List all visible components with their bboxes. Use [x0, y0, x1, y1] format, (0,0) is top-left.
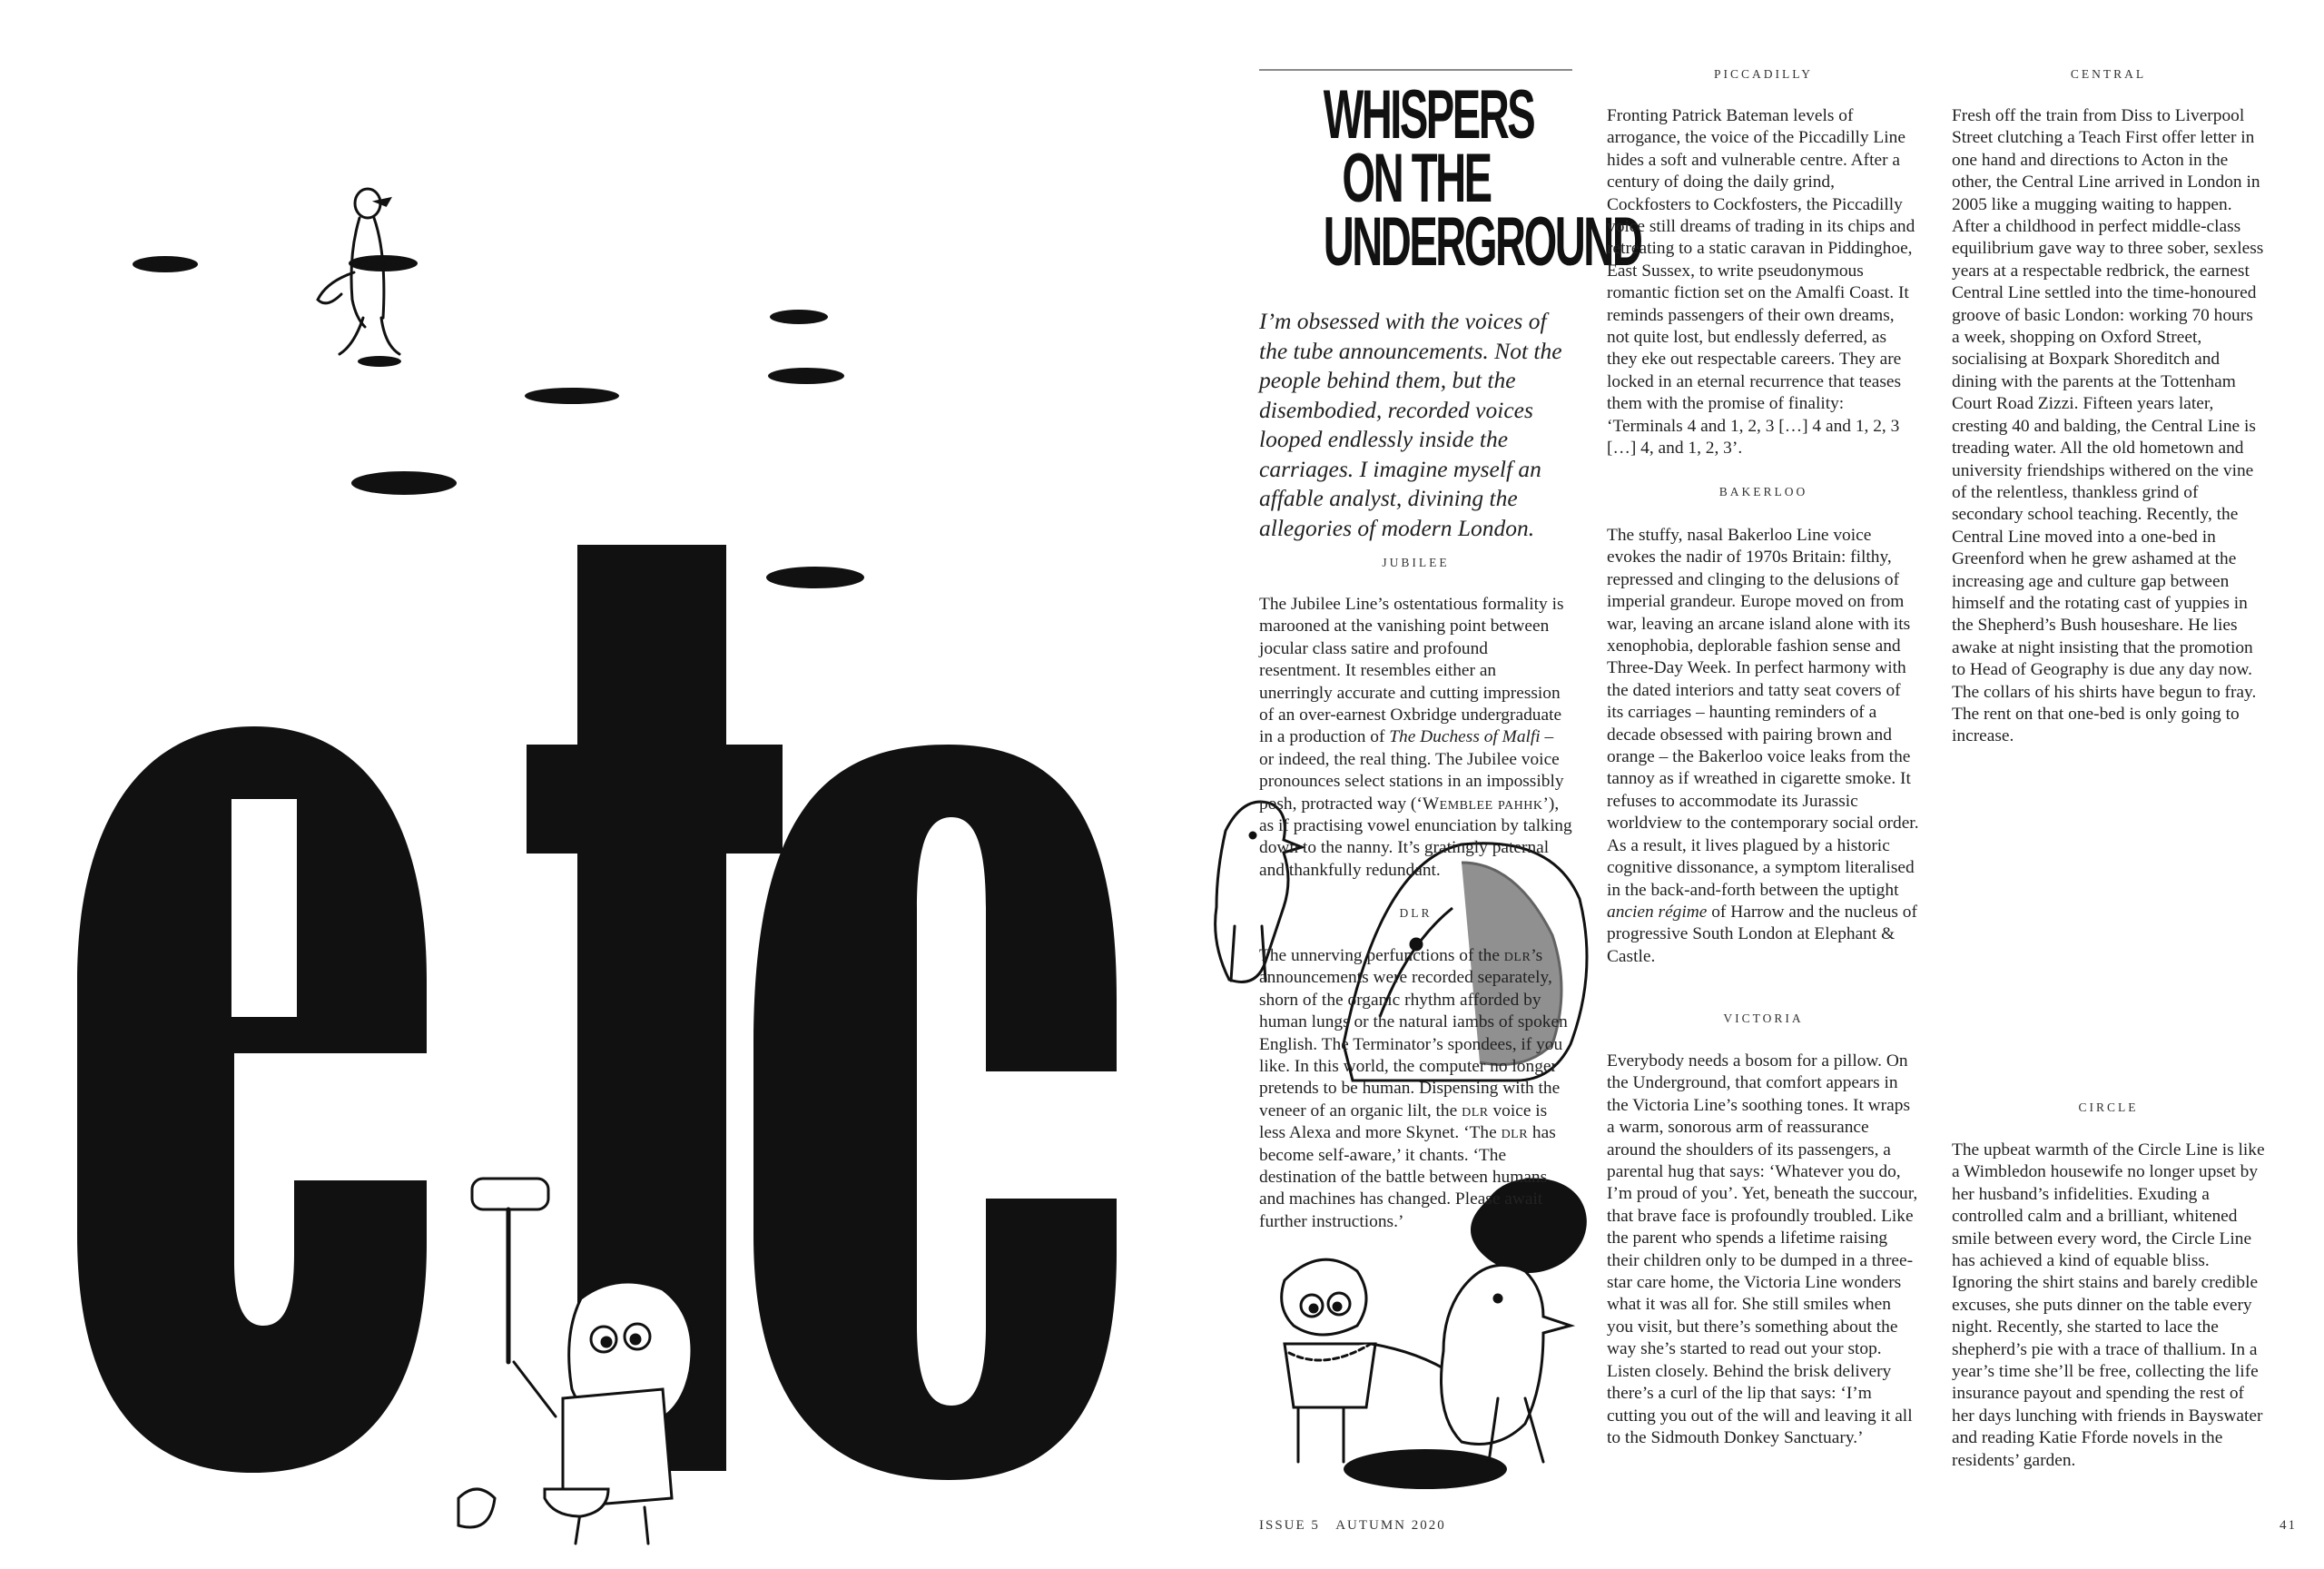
blob	[351, 471, 457, 495]
blob	[133, 256, 198, 272]
boy-figure	[1282, 1259, 1462, 1462]
title-line-3: UNDERGROUND	[1323, 203, 1641, 281]
section-body-central: Fresh off the train from Diss to Liverpool Street clutching a Teach First offer letter in one hand and directions to Acton in the other, the Central Line arrived in London in 2005 like a mugging waiting to happen. After a childhood in perfect middle-class equilibrium gave way to three sober, sexless years at a respectable redbrick, the earnest Central Line settled into the time-honoured groove of basic London: working 70 hours a week, shopping on Oxford Street, socialising at Boxpark Shoreditch and dining with the parents at the Tottenham Court Road Zizzi. Fifteen years later, cresting 40 and balding, the Central Line is treading water. All the old hometown and university friendships withered on the vine of the relentless, thankless grind of secondary school teaching. Recently, the Central Line moved into a one-bed in Greenford when he grew ashamed at the increasing age and culture gap between himself and the rotating cast of yuppies in the Shepherd’s Bush houseshare. He lies awake at night insisting that the promotion to Head of Geography is due any day now. The collars of his shirts have begun to fray. The rent on that one-bed is only going to increase.	[1952, 106, 2264, 746]
walking-figure	[318, 189, 399, 354]
blob	[766, 567, 864, 588]
title-line-1: WHISPERS	[1323, 76, 1534, 153]
blob	[770, 310, 828, 324]
issue-label: ISSUE 5	[1259, 1518, 1320, 1533]
section-body-jubilee: The Jubilee Line’s ostentatious formality is marooned at the vanishing point between jocular class satire and profound resentment. It resembles either an unerringly accurate and cutting impression of an over-earnest Oxbridge undergraduate in a production of The Duchess of Malfi – or indeed, the real thing. The Jubilee voice pronounces select stations in an impossibly posh, protracted way (‘Wemblee pahhk’), as if practising vowel enunciation by talking down to the nanny. It’s gratingly paternal and thankfully redundant.	[1259, 595, 1572, 880]
section-heading-central: CENTRAL	[2070, 67, 2147, 81]
blob	[525, 388, 619, 404]
section-heading-circle: CIRCLE	[2078, 1100, 2139, 1114]
article-intro: I’m obsessed with the voices of the tube announcements. Not the people behind them, but the disembodied, recorded voices looped endlessly inside the carriages. I imagine myself an affable analyst, divining the allegories of modern London.	[1259, 308, 1562, 541]
section-body-circle: The upbeat warmth of the Circle Line is like a Wimbledon housewife no longer upset by her husband’s infidelities. Exuding a controlled calm and a brilliant, whitened smile between every word, the Circle Line has achieved a kind of equable bliss. Ignoring the shirt stains and barely credible excuses, she puts dinner on the table every night. Recently, she started to lace the shepherd’s pie with a trace of thallium. In a year’s time she’ll be free, collecting the life insurance payout and spending the rest of her days lunching with friends in Bayswater and reading Katie Fforde novels in the residents’ garden.	[1952, 1140, 2265, 1470]
blob	[768, 368, 844, 384]
footer-issue	[1259, 1518, 1446, 1534]
letter-c	[753, 745, 1117, 1480]
header-rule	[1259, 69, 1572, 71]
italic-title: The Duchess of Malfi	[1389, 727, 1541, 747]
section-heading-victoria: VICTORIA	[1723, 1011, 1804, 1025]
section-body-piccadilly: Fronting Patrick Bateman levels of arrogance, the voice of the Piccadilly Line hides a soft and vulnerable centre. After a century of doing the daily grind, Cockfosters to Cockfosters, the Piccadilly voice still dreams of trading in its chips and retreating to a static caravan in Piddinghoe, East Sussex, to write pseudonymous romantic fiction set on the Amalfi Coast. It reminds passengers of their own dreams, not quite lost, but endlessly deferred, as they eke out respectable careers. They are locked in an eternal recurrence that teases them with the promise of finality: ‘Terminals 4 and 1, 2, 3 […] 4 and 1, 2, 3 […] 4, and 1, 2, 3’.	[1607, 106, 1915, 459]
season-label: AUTUMN 2020	[1335, 1518, 1446, 1533]
manhole	[1344, 1449, 1507, 1489]
duck-creature	[1442, 1265, 1571, 1462]
floating-blobs	[133, 255, 864, 588]
section-body-dlr: The unnerving perfunctions of the dlr’s announcements were recorded separately, shorn of the organic rhythm afforded by human lungs or the natural iambs of spoken English. The Terminator’s spondees, if you like. In this world, the computer no longer pretends to be human. Dispensing with the veneer of an organic lilt, the dlr voice is less Alexa and more Skynet. ‘The dlr has become self-aware,’ it chants. ‘The destination of the battle between humans and machines has changed. Please await further instructions.’	[1259, 946, 1568, 1231]
title-line-2: ON THE	[1342, 140, 1491, 217]
section-body-bakerloo: The stuffy, nasal Bakerloo Line voice evokes the nadir of 1970s Britain: filthy, repressed and clinging to the delusions of imperial grandeur. Europe moved on from war, leaving an arcane island alone with its xenophobia, deplorable fashion sense and Three-Day Week. In perfect harmony with the dated interiors and tatty seat covers of its carriages – haunting reminders of a decade obsessed with pairing brown and orange – the Bakerloo voice leaks from the tannoy as if wreathed in cigarette smoke. It refuses to accommodate its Jurassic worldview to the contemporary social order. As a result, it lives plagued by a historic cognitive dissonance, a symptom literalised in the back-and-forth between the uptight ancien régime of Harrow and the nucleus of progressive South London at Elephant & Castle.	[1607, 526, 1919, 966]
page-number: 41	[2280, 1518, 2297, 1533]
section-heading-dlr: DLR	[1399, 906, 1433, 920]
section-heading-bakerloo: BAKERLOO	[1718, 485, 1808, 498]
blob	[358, 356, 401, 367]
section-body-victoria: Everybody needs a bosom for a pillow. On the Underground, that comfort appears in the Victoria Line’s soothing tones. It wraps a warm, sonorous arm of reassurance around the shoulders of its passengers, a parental hug that says: ‘Whatever you do, I’m proud of you’. Yet, beneath the succour, that brave face is profoundly troubled. Like the parent who spends a lifetime raising their children only to be dumped in a three-star care home, the Victoria Line wonders what it was all for. She still smiles when you visit, but there’s something about the way she’s started to read out your stop. Listen closely. Behind the brisk delivery there’s a curl of the lip that says: ‘I’m cutting you out of the will and leaving it all to the Sidmouth Donkey Sanctuary.’	[1607, 1051, 1918, 1447]
section-heading-piccadilly: PICCADILLY	[1714, 67, 1813, 81]
section-heading-jubilee: JUBILEE	[1382, 556, 1450, 569]
